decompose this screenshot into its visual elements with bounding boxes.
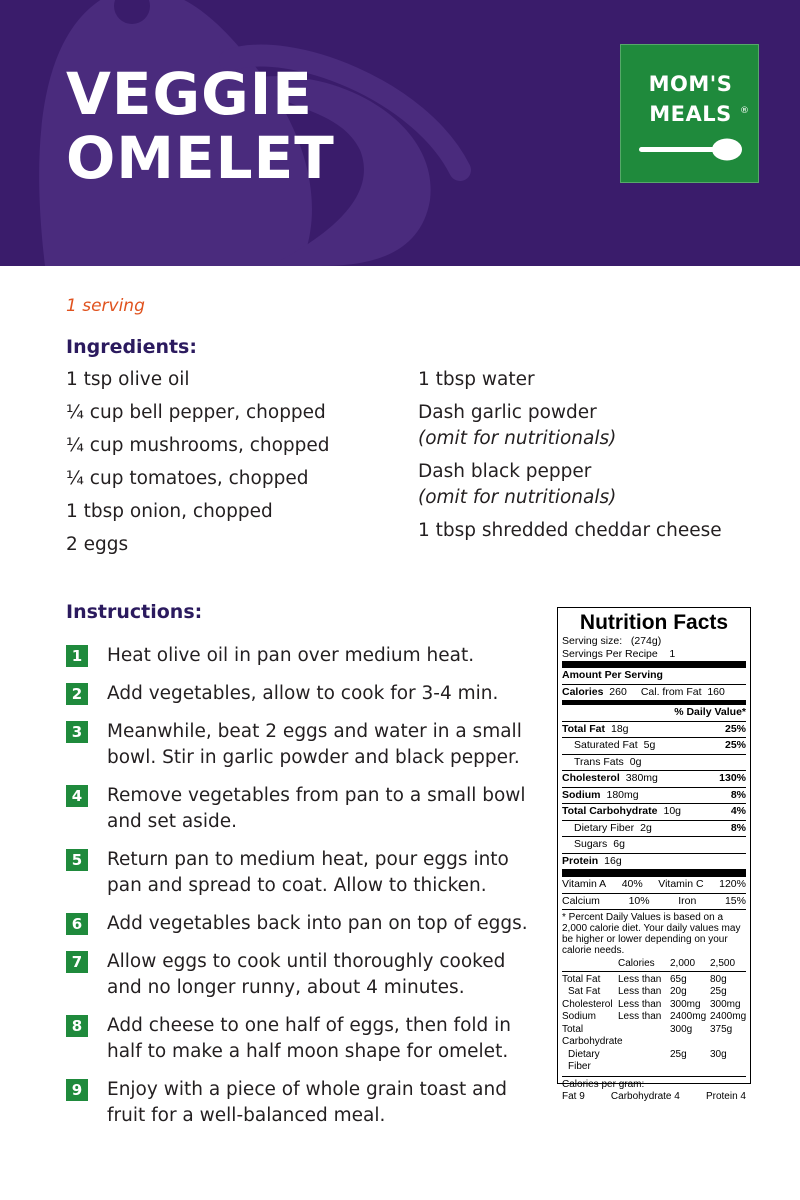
logo-line-1: MOM'S: [648, 72, 733, 96]
vitamin-c-label: Vitamin C: [658, 878, 704, 891]
table-cell: Total Fat: [562, 973, 601, 985]
nutrient-row: [562, 821, 746, 838]
instruction-step: [66, 783, 536, 835]
step-number-badge: 9: [66, 1079, 88, 1101]
instruction-step: [66, 1013, 536, 1065]
logo-registered-mark: ®: [740, 106, 749, 116]
header-banner: [0, 0, 800, 266]
table-cell: [618, 1049, 670, 1074]
vitamin-a-label: Vitamin A: [562, 878, 607, 891]
instruction-step: [66, 643, 536, 669]
table-cell: Total Carbohydrate: [562, 1023, 623, 1047]
table-cell: 30g: [710, 1048, 727, 1060]
nutrient-amount: 10g: [663, 805, 682, 818]
calories-per-gram: [562, 1077, 746, 1104]
iron-label: Iron: [678, 894, 697, 907]
step-number-badge: 7: [66, 951, 88, 973]
table-cell: 20g: [670, 986, 687, 997]
nutrient-label-group: [562, 772, 658, 785]
ingredient-note: (omit for nutritionals): [418, 487, 617, 508]
nutrient-row: [562, 837, 746, 854]
table-cell: 25g: [710, 986, 727, 997]
table-cell: Less than: [618, 986, 662, 997]
ingredient-item: [418, 518, 758, 544]
servings-value: 1: [669, 648, 676, 660]
daily-value-table-row: [562, 1024, 746, 1049]
nutrient-amount: 380mg: [625, 772, 658, 785]
table-header-cell: [562, 958, 618, 971]
nutrient-label-group: [562, 739, 655, 752]
daily-value-table-row: [562, 986, 746, 999]
table-cell: 80g: [710, 973, 727, 985]
step-number-badge: 6: [66, 913, 88, 935]
per-gram-label: Calories per gram:: [562, 1078, 645, 1090]
servings-label: Servings Per Recipe: [562, 648, 658, 660]
step-text: Add vegetables back into pan on top of eggs.: [107, 913, 528, 934]
nutrient-label: Protein: [562, 854, 599, 867]
serving-size-label: Serving size:: [562, 635, 623, 647]
nutrient-rows: [562, 722, 746, 871]
instructions-heading: Instructions:: [66, 601, 203, 623]
nutrition-title: Nutrition Facts: [579, 611, 729, 634]
vitamin-row: [562, 877, 746, 894]
table-cell: Less than: [618, 1011, 662, 1022]
daily-value-header: % Daily Value*: [562, 705, 746, 722]
calcium-value: 10%: [628, 894, 650, 907]
nutrient-label: Dietary Fiber: [574, 821, 635, 834]
calories-row: [562, 685, 746, 702]
daily-value-table-body: [562, 972, 746, 1077]
nutrient-amount: 0g: [629, 755, 642, 768]
moms-meals-logo: [620, 44, 759, 183]
step-text: Return pan to medium heat, pour eggs into pan and spread to coat. Allow to thicken.: [107, 849, 509, 896]
nutrient-label-group: [562, 855, 622, 868]
instruction-step: [66, 681, 536, 707]
ingredient-text: Dash black pepper: [418, 461, 592, 482]
nutrient-label-group: [562, 822, 652, 835]
instruction-step: [66, 847, 536, 899]
title-line-1: VEGGIE: [66, 60, 313, 128]
step-text: Add cheese to one half of eggs, then fold in half to make a half moon shape for omelet.: [107, 1015, 512, 1062]
nutrient-label: Cholesterol: [562, 772, 620, 785]
daily-value-table-row: [562, 974, 746, 987]
nutrition-facts-panel: [557, 607, 751, 1102]
serving-size-value: (274g): [630, 635, 662, 647]
ingredient-item: ¼ cup bell pepper, chopped: [66, 402, 326, 423]
table-cell: 300g: [670, 1023, 693, 1035]
table-cell: Less than: [618, 973, 662, 985]
nutrient-daily-value: 8%: [730, 821, 746, 834]
nutrient-amount: 16g: [604, 854, 622, 867]
nutrient-label-group: [562, 805, 681, 818]
per-gram-values: [562, 1091, 746, 1104]
ingredient-item: 1 tbsp onion, chopped: [66, 501, 273, 522]
nutrient-label: Trans Fats: [574, 755, 624, 768]
daily-value-table-header: [562, 958, 746, 971]
ingredient-item: [418, 400, 758, 452]
per-gram-protein: Protein 4: [705, 1091, 746, 1102]
ingredient-item: [418, 459, 758, 511]
step-text: Enjoy with a piece of whole grain toast and fruit for a well-balanced meal.: [107, 1079, 507, 1126]
nutrient-label: Total Fat: [562, 722, 605, 735]
step-number-badge: 5: [66, 849, 88, 871]
step-number-badge: 1: [66, 645, 88, 667]
table-header-cell: 2,000: [670, 958, 696, 969]
nutrient-label-group: [562, 838, 625, 851]
nutrient-row: [562, 738, 746, 755]
table-cell: Dietary Fiber: [568, 1048, 600, 1072]
per-gram-carb: Carbohydrate 4: [610, 1091, 680, 1102]
step-number-badge: 8: [66, 1015, 88, 1037]
table-cell: [618, 1024, 670, 1049]
ingredient-text: 1 tbsp water: [418, 369, 535, 390]
nutrient-label-group: [562, 789, 639, 802]
table-cell: 65g: [670, 973, 687, 985]
serving-info: [562, 635, 746, 662]
instruction-steps: [66, 643, 536, 1141]
daily-value-table-row: [562, 999, 746, 1012]
ingredient-note: (omit for nutritionals): [418, 428, 617, 449]
vitamin-c-value: 120%: [719, 878, 746, 891]
table-cell: 2400mg: [670, 1011, 707, 1022]
instruction-step: [66, 719, 536, 771]
calories-label: Calories: [562, 685, 604, 698]
nutrient-label: Total Carbohydrate: [562, 805, 658, 818]
nutrient-amount: 2g: [640, 821, 652, 834]
serving-size-row: [562, 635, 746, 648]
ingredient-item: ¼ cup mushrooms, chopped: [66, 435, 330, 456]
ingredient-item: 2 eggs: [66, 534, 129, 555]
daily-value-table-row: [562, 1011, 746, 1024]
vitamin-row: [562, 894, 746, 911]
ingredient-item: ¼ cup tomatoes, chopped: [66, 468, 309, 489]
step-number-badge: 2: [66, 683, 88, 705]
daily-value-table-row: [562, 1049, 746, 1074]
title-line-2: OMELET: [66, 124, 335, 192]
nutrient-label-group: [562, 756, 641, 769]
ingredient-text: 1 tbsp shredded cheddar cheese: [418, 520, 722, 541]
nutrient-daily-value: 8%: [730, 788, 746, 801]
step-text: Add vegetables, allow to cook for 3-4 min.: [107, 683, 499, 704]
step-text: Remove vegetables from pan to a small bowl and set aside.: [107, 785, 526, 832]
step-text: Allow eggs to cook until thoroughly cooked and no longer runny, about 4 minutes.: [107, 951, 506, 998]
ingredients-column-1: [66, 367, 396, 565]
table-cell: 300mg: [710, 998, 741, 1010]
nutrient-amount: 180mg: [606, 788, 639, 801]
nutrient-label-group: [562, 723, 629, 736]
nutrient-daily-value: 25%: [724, 722, 746, 735]
ingredient-item: [418, 367, 758, 393]
table-cell: Cholesterol: [562, 998, 613, 1010]
nutrient-row: [562, 854, 746, 871]
table-cell: Less than: [618, 998, 662, 1010]
vitamin-a-value: 40%: [621, 878, 643, 891]
logo-line-2: MEALS: [649, 102, 732, 126]
table-cell: Sat Fat: [568, 986, 601, 997]
ingredient-item: 1 tsp olive oil: [66, 369, 190, 390]
ingredient-text: Dash garlic powder: [418, 402, 597, 423]
table-cell: 2400mg: [710, 1011, 747, 1022]
nutrient-label: Saturated Fat: [574, 739, 638, 752]
nutrient-row: [562, 788, 746, 805]
step-text: Meanwhile, beat 2 eggs and water in a small bowl. Stir in garlic powder and black pepper.: [107, 721, 522, 768]
nutrient-amount: 5g: [643, 739, 656, 752]
nutrient-row: [562, 755, 746, 772]
ingredients-heading: Ingredients:: [66, 336, 197, 358]
serving-count: 1 serving: [66, 296, 145, 316]
instruction-step: [66, 1077, 536, 1129]
nutrient-amount: 6g: [613, 838, 625, 851]
step-number-badge: 4: [66, 785, 88, 807]
table-cell: 300mg: [670, 998, 701, 1010]
servings-row: [562, 648, 746, 661]
per-gram-fat: Fat 9: [562, 1091, 585, 1102]
nutrient-row: [562, 722, 746, 739]
ingredients-column-2: [418, 367, 758, 551]
instruction-step: [66, 911, 536, 937]
table-cell: 375g: [710, 1023, 733, 1035]
cal-fat-value: 160: [707, 685, 725, 698]
step-text: Heat olive oil in pan over medium heat.: [107, 645, 475, 666]
table-cell: 25g: [670, 1048, 687, 1060]
nutrient-row: [562, 771, 746, 788]
cal-fat-label: Cal. from Fat: [640, 685, 702, 698]
nutrient-label: Sodium: [562, 788, 601, 801]
step-number-badge: 3: [66, 721, 88, 743]
nutrient-daily-value: 4%: [730, 805, 746, 818]
nutrient-label: Sugars: [574, 838, 608, 851]
nutrient-amount: 18g: [610, 722, 629, 735]
table-cell: Sodium: [562, 1011, 596, 1022]
recipe-title: [66, 62, 335, 190]
nutrient-daily-value: 25%: [724, 739, 746, 752]
calcium-label: Calcium: [562, 894, 600, 907]
calories-value: 260: [609, 685, 627, 698]
table-header-cell: 2,500: [710, 958, 736, 969]
daily-value-table: [562, 958, 746, 972]
iron-value: 15%: [724, 894, 746, 907]
nutrient-row: [562, 804, 746, 821]
instruction-step: [66, 949, 536, 1001]
nutrient-daily-value: 130%: [719, 772, 746, 785]
table-header-cell: Calories: [618, 958, 655, 969]
amount-per-serving: Amount Per Serving: [562, 668, 746, 685]
spoon-icon: [639, 137, 743, 163]
daily-value-footnote: * Percent Daily Values is based on a 2,000 calorie diet. Your daily values may be higher or lower depending on your calorie needs.: [562, 912, 741, 956]
